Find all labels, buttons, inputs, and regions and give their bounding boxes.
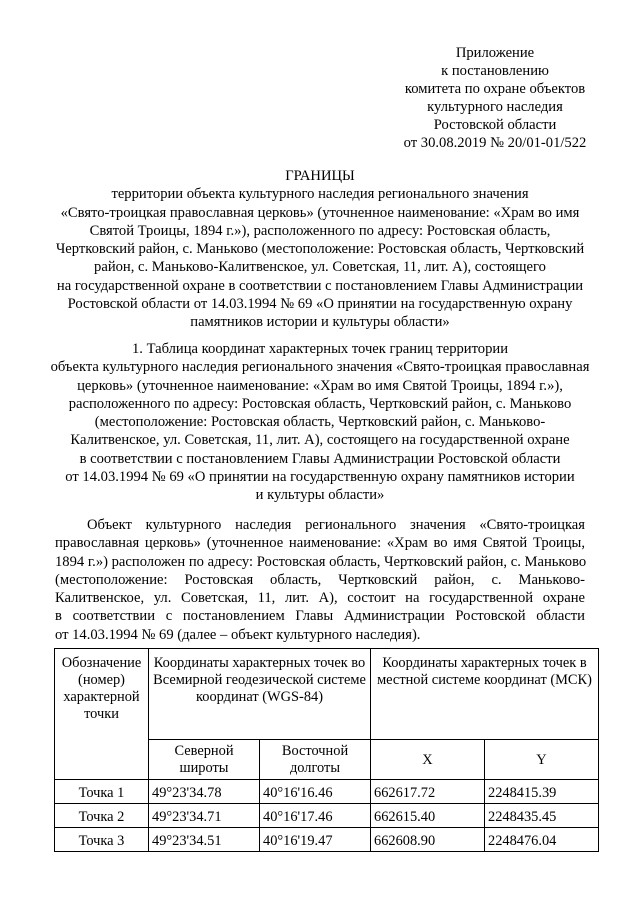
paragraph-line: в соответствии с постановлением Главы Администрации Ростовской области [55, 608, 585, 625]
title-line: Ростовской области от 14.03.1994 № 69 «О принятии на государственную охрану [67, 296, 573, 313]
title-line: памятников истории и культуры области» [190, 314, 450, 331]
cell-point: Точка 2 [55, 804, 149, 828]
table-caption [40, 340, 600, 505]
caption-line: церковь» (уточненное наименование: «Храм во имя Святой Троицы, 1894 г.»), [77, 377, 563, 394]
header-y: Y [485, 740, 599, 780]
table-row [55, 804, 599, 828]
paragraph-line: от 14.03.1994 № 69 (далее – объект культурного наследия). [55, 626, 421, 643]
cell-east: 40°16'19.47 [260, 828, 371, 852]
cell-north: 49°23'34.78 [149, 780, 260, 804]
cell-y: 2248476.04 [485, 828, 599, 852]
paragraph-line: Объект культурного наследия регионального значения «Свято-троицкая [87, 517, 585, 533]
paragraph-line: 1894 г.») расположен по адресу: Ростовская область, Чертковский район, с. Маньково [55, 553, 587, 570]
cell-east: 40°16'17.46 [260, 804, 371, 828]
appendix-line: от 30.08.2019 № 20/01-01/522 [403, 135, 587, 151]
cell-x: 662608.90 [371, 828, 485, 852]
coordinates-table [54, 648, 599, 852]
cell-point: Точка 3 [55, 828, 149, 852]
title-line: на государственной охране в соответствии с постановлением Главы Администрации [56, 277, 584, 294]
caption-line: в соответствии с постановлением Главы Администрации Ростовской области [79, 450, 561, 467]
appendix-line: к постановлению [441, 63, 549, 79]
appendix-line: культурного наследия [427, 99, 563, 115]
document-title [40, 167, 600, 332]
title-line: территории объекта культурного наследия регионального значения [111, 186, 529, 203]
caption-line: 1. Таблица координат характерных точек границ территории [131, 341, 509, 357]
appendix-line: комитета по охране объектов [404, 81, 586, 97]
title-line: «Свято-троицкая православная церковь» (уточненное наименование: «Храм во имя [60, 204, 580, 221]
table-row [55, 828, 599, 852]
header-msk: Координаты характерных точек в местной системе координат (МСК) [371, 649, 599, 740]
description-paragraph [55, 516, 585, 644]
appendix-line: Ростовской области [433, 117, 557, 133]
paragraph-line: (местоположение: Ростовская область, Чертковский район, с. Маньково- [55, 571, 585, 588]
cell-north: 49°23'34.71 [149, 804, 260, 828]
table-header-row [55, 649, 599, 740]
paragraph-line: Калитвенское, ул. Советская, 11, лит. А), состоит на государственной охране [55, 590, 585, 607]
header-x: X [371, 740, 485, 780]
title-line: ГРАНИЦЫ [285, 168, 355, 184]
cell-east: 40°16'16.46 [260, 780, 371, 804]
appendix-header [388, 44, 602, 152]
header-wgs: Координаты характерных точек во Всемирной геодезической системе координат (WGS-84) [149, 649, 371, 740]
cell-x: 662615.40 [371, 804, 485, 828]
header-east: Восточной долготы [260, 740, 371, 780]
cell-x: 662617.72 [371, 780, 485, 804]
title-line: район, с. Маньково-Калитвенское, ул. Советская, 11, лит. А), состоящего [94, 259, 546, 276]
cell-y: 2248415.39 [485, 780, 599, 804]
paragraph-line: православная церковь» (уточненное наименование: «Храм во имя Святой Троицы, [55, 535, 585, 552]
caption-line: и культуры области» [255, 487, 385, 504]
caption-line: объекта культурного наследия регионального значения «Свято-троицкая православная [50, 359, 590, 376]
cell-point: Точка 1 [55, 780, 149, 804]
caption-line: Калитвенское, ул. Советская, 11, лит. А), состоящего на государственной охране [70, 432, 570, 449]
caption-line: (местоположение: Ростовская область, Чертковский район, с. Маньково- [94, 414, 546, 431]
cell-y: 2248435.45 [485, 804, 599, 828]
cell-north: 49°23'34.51 [149, 828, 260, 852]
title-line: Чертковский район, с. Маньково (местоположение: Ростовская область, Чертковский [55, 241, 585, 258]
title-line: Святой Троицы, 1894 г.»), расположенного по адресу: Ростовская область, [89, 222, 551, 239]
table-row [55, 780, 599, 804]
caption-line: от 14.03.1994 № 69 «О принятии на государственную охрану памятников истории [65, 469, 575, 486]
header-point: Обозначение (номер) характерной точки [55, 649, 149, 780]
caption-line: расположенного по адресу: Ростовская область, Чертковский район, с. Маньково [68, 395, 572, 412]
appendix-line: Приложение [455, 45, 535, 61]
header-north: Северной широты [149, 740, 260, 780]
